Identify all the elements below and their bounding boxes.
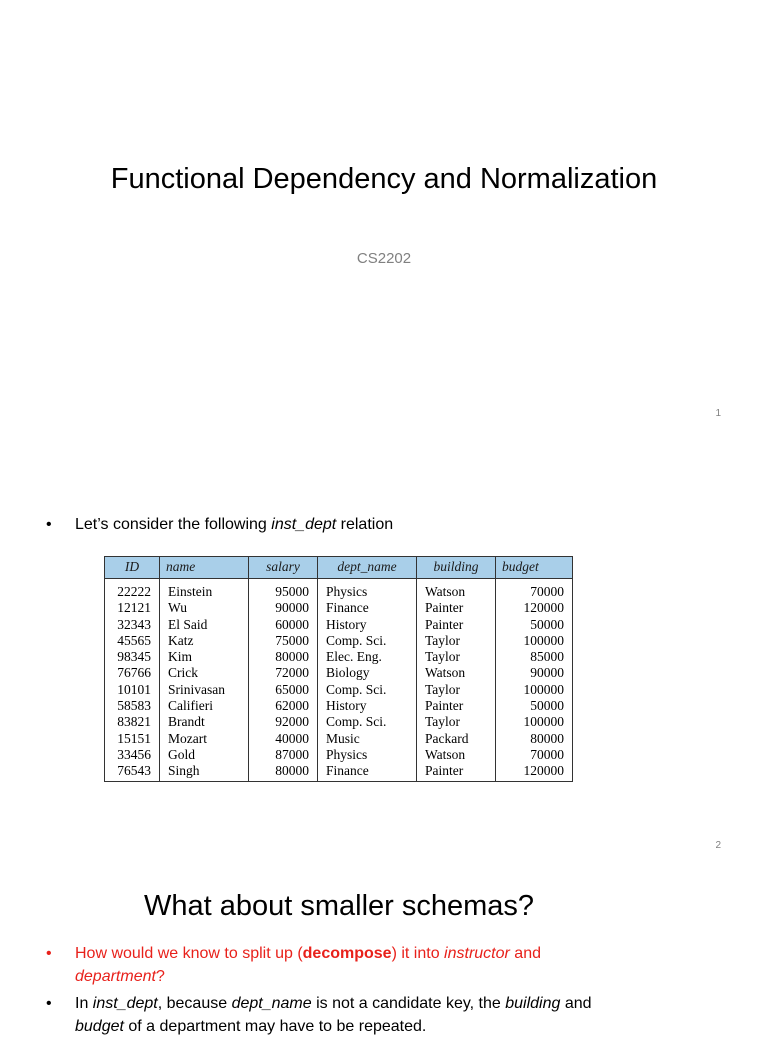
table-cell-budget: 50000 (496, 698, 573, 714)
table-cell-budget: 100000 (496, 714, 573, 730)
table-cell-salary: 80000 (249, 649, 318, 665)
table-cell-id: 22222 (105, 579, 160, 601)
table-cell-dept-name: Finance (318, 600, 417, 616)
table-cell-name: El Said (160, 617, 249, 633)
table-cell-building: Painter (417, 617, 496, 633)
table-cell-building: Taylor (417, 714, 496, 730)
table-cell-budget: 120000 (496, 763, 573, 781)
table-cell-id: 33456 (105, 747, 160, 763)
table-cell-name: Einstein (160, 579, 249, 601)
table-row (105, 747, 573, 763)
bullet-item (46, 516, 393, 534)
slide-3 (0, 860, 768, 1035)
bullet-item (46, 992, 686, 1038)
table-cell-id: 45565 (105, 633, 160, 649)
column-header: salary (249, 557, 318, 579)
table-cell-dept-name: Physics (318, 747, 417, 763)
table-row (105, 731, 573, 747)
bullet-icon: • (46, 516, 52, 533)
table-row (105, 763, 573, 781)
column-header: building (417, 557, 496, 579)
table-cell-budget: 85000 (496, 649, 573, 665)
table-row (105, 682, 573, 698)
table-cell-salary: 40000 (249, 731, 318, 747)
table-row (105, 633, 573, 649)
column-header: dept_name (318, 557, 417, 579)
slide-title: What about smaller schemas? (144, 890, 535, 922)
table-cell-name: Wu (160, 600, 249, 616)
table-cell-salary: 92000 (249, 714, 318, 730)
table-row (105, 617, 573, 633)
column-header: budget (496, 557, 573, 579)
bullet-text: In inst_dept, because dept_name is not a candidate key, the building and budget of a department may have to be repeated. (75, 995, 592, 1035)
page-number: 1 (715, 408, 721, 419)
table-cell-building: Taylor (417, 649, 496, 665)
table-cell-name: Gold (160, 747, 249, 763)
table-cell-id: 83821 (105, 714, 160, 730)
table-cell-dept-name: Biology (318, 665, 417, 681)
bullet-icon: • (46, 945, 52, 962)
table-header-row (105, 557, 573, 579)
slide-1 (0, 0, 768, 440)
table-row (105, 649, 573, 665)
table-cell-building: Painter (417, 600, 496, 616)
table-cell-budget: 100000 (496, 682, 573, 698)
table-cell-id: 32343 (105, 617, 160, 633)
table-cell-budget: 100000 (496, 633, 573, 649)
table-cell-dept-name: Finance (318, 763, 417, 781)
table-cell-salary: 90000 (249, 600, 318, 616)
table-cell-name: Califieri (160, 698, 249, 714)
bullet-text-suffix: relation (336, 516, 394, 533)
table-cell-budget: 70000 (496, 747, 573, 763)
table-cell-building: Taylor (417, 682, 496, 698)
table-row (105, 600, 573, 616)
table-cell-id: 15151 (105, 731, 160, 747)
table-cell-name: Kim (160, 649, 249, 665)
relation-name: inst_dept (271, 516, 337, 533)
bullet-icon: • (46, 995, 52, 1012)
table-cell-salary: 75000 (249, 633, 318, 649)
table-cell-salary: 65000 (249, 682, 318, 698)
table-cell-building: Painter (417, 698, 496, 714)
table-cell-id: 10101 (105, 682, 160, 698)
table-cell-building: Watson (417, 665, 496, 681)
table-cell-id: 76543 (105, 763, 160, 781)
table-cell-name: Brandt (160, 714, 249, 730)
bullet-text: How would we know to split up (decompose) it into instructor and department? (75, 945, 541, 985)
column-header: name (160, 557, 249, 579)
table-cell-salary: 62000 (249, 698, 318, 714)
table-cell-building: Watson (417, 579, 496, 601)
table-cell-budget: 90000 (496, 665, 573, 681)
table-cell-salary: 87000 (249, 747, 318, 763)
table-cell-building: Taylor (417, 633, 496, 649)
bullet-item (46, 942, 686, 988)
table-cell-building: Watson (417, 747, 496, 763)
table-cell-budget: 80000 (496, 731, 573, 747)
slide-subtitle: CS2202 (356, 250, 412, 267)
table-cell-id: 76766 (105, 665, 160, 681)
table-cell-id: 98345 (105, 649, 160, 665)
table-cell-budget: 120000 (496, 600, 573, 616)
table-cell-name: Mozart (160, 731, 249, 747)
table-cell-dept-name: Comp. Sci. (318, 682, 417, 698)
page-number: 2 (715, 840, 721, 851)
table-cell-name: Singh (160, 763, 249, 781)
inst-dept-table (104, 556, 573, 782)
table-cell-dept-name: Elec. Eng. (318, 649, 417, 665)
table-row (105, 698, 573, 714)
slide-2 (0, 440, 768, 860)
table-cell-budget: 50000 (496, 617, 573, 633)
table-cell-dept-name: History (318, 698, 417, 714)
table-cell-id: 58583 (105, 698, 160, 714)
table-cell-dept-name: Comp. Sci. (318, 714, 417, 730)
table-row (105, 714, 573, 730)
table-cell-id: 12121 (105, 600, 160, 616)
column-header: ID (105, 557, 160, 579)
table-cell-dept-name: History (318, 617, 417, 633)
table-cell-building: Packard (417, 731, 496, 747)
table-cell-name: Crick (160, 665, 249, 681)
table-cell-salary: 80000 (249, 763, 318, 781)
slide-title: Functional Dependency and Normalization (110, 163, 658, 195)
table-cell-dept-name: Comp. Sci. (318, 633, 417, 649)
table-cell-salary: 95000 (249, 579, 318, 601)
table-row (105, 665, 573, 681)
table-cell-building: Painter (417, 763, 496, 781)
table-cell-salary: 72000 (249, 665, 318, 681)
table-cell-dept-name: Music (318, 731, 417, 747)
table-cell-budget: 70000 (496, 579, 573, 601)
table-row (105, 579, 573, 601)
table-cell-name: Srinivasan (160, 682, 249, 698)
bullet-text: Let’s consider the following (75, 516, 272, 533)
table-cell-salary: 60000 (249, 617, 318, 633)
table-cell-dept-name: Physics (318, 579, 417, 601)
table-cell-name: Katz (160, 633, 249, 649)
